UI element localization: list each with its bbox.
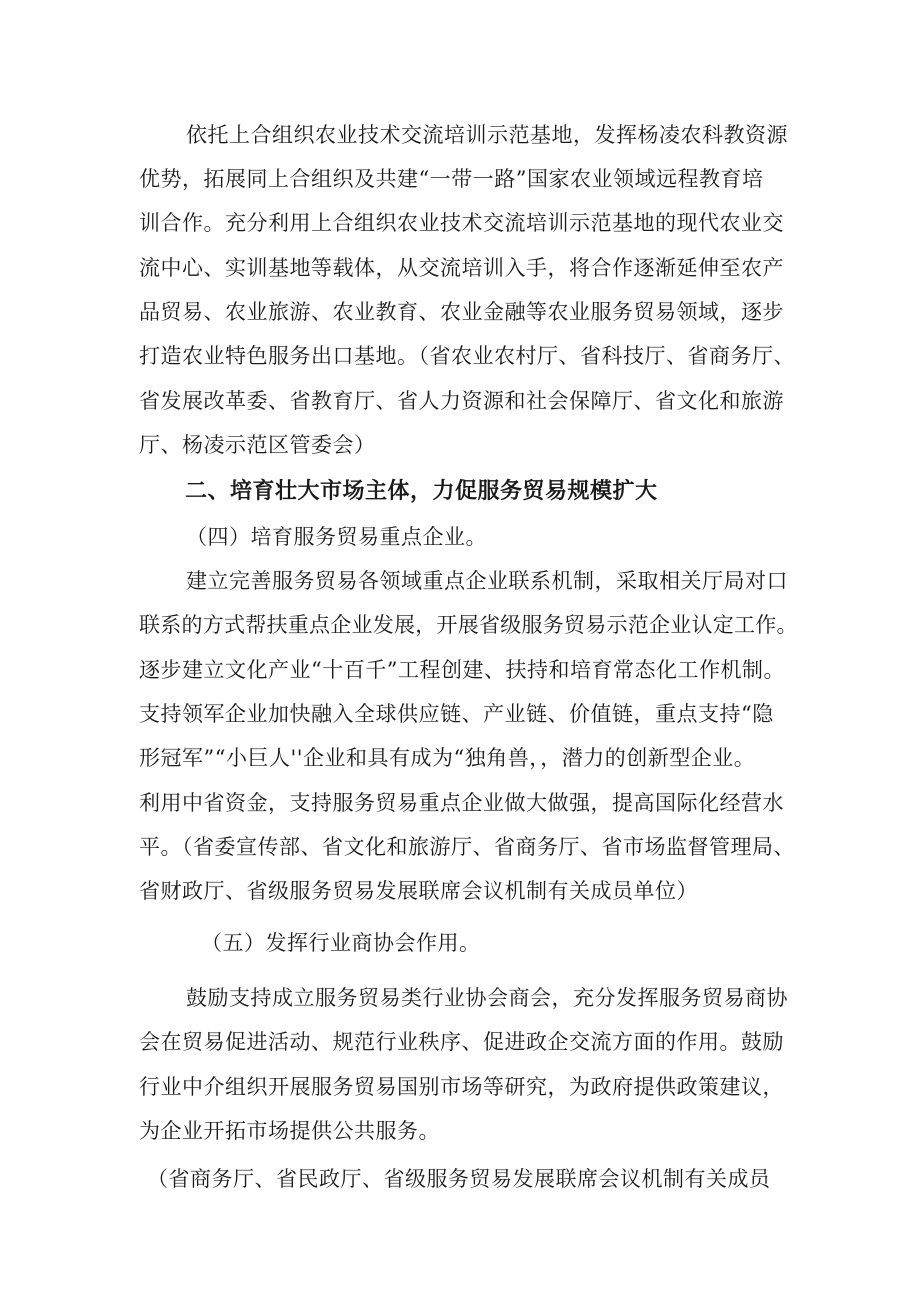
paragraph-1-line: 省发展改革委、省教育厅、省人力资源和社会保障厅、省文化和旅游 xyxy=(139,389,784,413)
section-heading: 二、培育壮大市场主体，力促服务贸易规模扩大 xyxy=(185,479,658,504)
paragraph-1-line: 品贸易、农业旅游、农业教育、农业金融等农业服务贸易领域，逐步 xyxy=(139,300,784,324)
paragraph-3-line: 会在贸易促进活动、规范行业秩序、促进政企交流方面的作用。鼓励 xyxy=(139,1030,784,1054)
paragraph-3-line: 鼓励支持成立服务贸易类行业协会商会，充分发挥服务贸易商协 xyxy=(186,986,788,1010)
paragraph-2-line: 平。（省委宣传部、省文化和旅游厅、省商务厅、省市场监督管理局、 xyxy=(139,835,795,859)
paragraph-2-line: 支持领军企业加快融入全球供应链、产业链、价值链，重点支持“隐 xyxy=(139,702,774,726)
paragraph-1-line: 打造农业特色服务出口基地。（省农业农村厅、省科技厅、省商务厅、 xyxy=(139,344,795,368)
paragraph-4-line: （省商务厅、省民政厅、省级服务贸易发展联席会议机制有关成员 xyxy=(147,1167,771,1191)
paragraph-1-line: 优势，拓展同上合组织及共建“一带一路”国家农业领域远程教育培 xyxy=(139,167,764,191)
paragraph-2-line: 形冠军”“小巨人''企业和具有成为“独角兽，，潜力的创新型企业。 xyxy=(139,746,756,770)
subheading-4: （四）培育服务贸易重点企业。 xyxy=(186,525,487,549)
paragraph-1-line: 流中心、实训基地等载体，从交流培训入手，将合作逐渐延伸至农产 xyxy=(139,256,784,280)
subheading-5: （五）发挥行业商协会作用。 xyxy=(201,931,481,955)
paragraph-2-line: 联系的方式帮扶重点企业发展，开展省级服务贸易示范企业认定工作。 xyxy=(139,613,798,637)
paragraph-1-line: 训合作。充分利用上合组织农业技术交流培训示范基地的现代农业交 xyxy=(139,211,784,235)
paragraph-1-line: 依托上合组织农业技术交流培训示范基地，发挥杨凌农科教资源 xyxy=(186,123,788,147)
paragraph-2-line: 省财政厅、省级服务贸易发展联席会议机制有关成员单位） xyxy=(139,879,698,903)
paragraph-3-line: 为企业开拓市场提供公共服务。 xyxy=(139,1119,440,1143)
paragraph-1-line: 厅、杨凌示范区管委会） xyxy=(139,433,376,457)
paragraph-2-line: 建立完善服务贸易各领域重点企业联系机制，采取相关厅局对口 xyxy=(186,569,788,593)
paragraph-2-line: 逐步建立文化产业“十百千”工程创建、扶持和培育常态化工作机制。 xyxy=(139,658,785,682)
paragraph-3-line: 行业中介组织开展服务贸易国别市场等研究，为政府提供政策建议， xyxy=(139,1075,784,1099)
paragraph-2-line: 利用中省资金，支持服务贸易重点企业做大做强，提高国际化经营水 xyxy=(139,791,784,815)
